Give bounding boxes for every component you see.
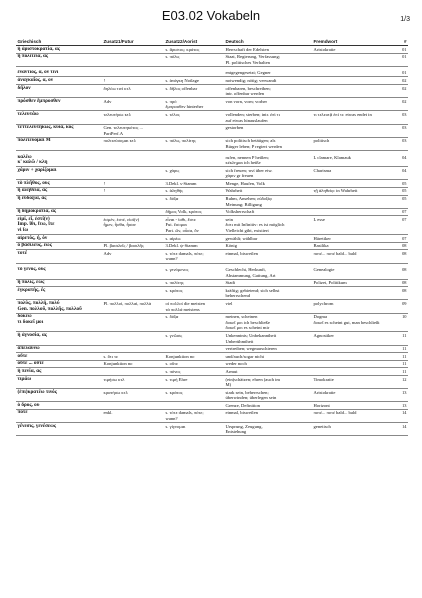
cell-number: 11 — [394, 360, 408, 368]
cell-fremdwort: politisch — [312, 137, 394, 150]
cell-greek: ἡ ἀγνοσία, ας — [16, 332, 102, 345]
cell-zusatz1 — [102, 53, 164, 66]
cell-greek: οὔτε ... οὔτε — [16, 360, 102, 368]
cell-fremdwort: Charisma — [312, 167, 394, 180]
table-row — [16, 313, 408, 332]
cell-zusatz2: 3.Dekl. ψ-Stamm — [164, 242, 224, 250]
column-header-zusatz2: Zusatz2/Aorist — [164, 38, 224, 46]
cell-greek: τιμάω — [16, 376, 102, 389]
cell-number: 08 — [394, 279, 408, 287]
cell-deutsch: Grenze, Definition — [224, 402, 312, 410]
cell-number: 09 — [394, 300, 408, 313]
cell-number: 01 — [394, 70, 408, 77]
cell-zusatz1 — [102, 423, 164, 436]
cell-fremdwort — [312, 85, 394, 98]
cell-fremdwort — [312, 208, 394, 216]
cell-zusatz1: δηλόω τινί κτλ — [102, 85, 164, 98]
cell-greek: πολιτεύομαι Μ — [16, 137, 102, 150]
cell-number: 08 — [394, 250, 408, 263]
cell-zusatz1 — [102, 167, 164, 180]
cell-zusatz2: s. γνῶσις — [164, 332, 224, 345]
cell-deutsch: König — [224, 242, 312, 250]
table-row — [16, 70, 408, 77]
table-row — [16, 124, 408, 137]
cell-fremdwort: Häretiker — [312, 235, 394, 243]
cell-fremdwort — [312, 77, 394, 85]
cell-fremdwort — [312, 345, 394, 353]
cell-zusatz2: s. πόλις, πολίτης — [164, 137, 224, 150]
table-row — [16, 111, 408, 124]
cell-zusatz2: s. τότε damals, πότε; wann? — [164, 250, 224, 263]
cell-greek: ὁ βασιλεύς, έως — [16, 242, 102, 250]
cell-deutsch: Unkenntnis; Unbekanntheit Unberühmtheit — [224, 332, 312, 345]
cell-zusatz1: ! — [102, 180, 164, 188]
cell-greek: ἡ πενία, ας — [16, 368, 102, 376]
cell-number: 01 — [394, 46, 408, 54]
cell-zusatz2 — [164, 345, 224, 353]
cell-zusatz2: εἶναι - ἰσθι, ἔστε Fut. ἔσομαι Part. ὤν, οὖσα, ὄν — [164, 216, 224, 235]
table-row — [16, 353, 408, 361]
cell-greek: ἡ ἀλήθεια, ας — [16, 187, 102, 195]
cell-zusatz2: s. τιμή Ehre — [164, 376, 224, 389]
cell-zusatz1: ! — [102, 187, 164, 195]
cell-zusatz1 — [102, 279, 164, 287]
cell-deutsch: Geschlecht, Herkunft, Abstammung, Gattung, Art — [224, 267, 312, 280]
cell-zusatz1: Pl. βασιλεῖς / βασιλῆς — [102, 242, 164, 250]
cell-greek: ἡ ἀριστοκρατία, ας — [16, 46, 102, 54]
cell-fremdwort: Horizont — [312, 402, 394, 410]
cell-number: 02 — [394, 85, 408, 98]
cell-zusatz1: τελευτήσω κτλ — [102, 111, 164, 124]
cell-greek: οὔτε — [16, 353, 102, 361]
cell-fremdwort — [312, 353, 394, 361]
cell-number: 11 — [394, 345, 408, 353]
cell-zusatz2: s. οὔτε — [164, 360, 224, 368]
cell-zusatz1 — [102, 195, 164, 208]
cell-greek: τὸ πλῆθος, ους — [16, 180, 102, 188]
cell-greek: ἡ πόλις, εως — [16, 279, 102, 287]
cell-deutsch: meinen, scheinen δοκεῖ μοι ich beschließe δοκεῖ μοι es scheint mir — [224, 313, 312, 332]
cell-greek: τεττελευτηκώς, κυῖα, κός — [16, 124, 102, 137]
cell-number: 12 — [394, 376, 408, 389]
cell-zusatz1 — [102, 267, 164, 280]
cell-zusatz1: Adv — [102, 250, 164, 263]
table-row — [16, 360, 408, 368]
cell-zusatz2: δῆμος Volk, κράτος — [164, 208, 224, 216]
cell-zusatz1 — [102, 402, 164, 410]
cell-fremdwort: Aristokratie — [312, 46, 394, 54]
cell-greek: ἐγκρατής, ές — [16, 287, 102, 300]
cell-zusatz1 — [102, 313, 164, 332]
table-body — [16, 46, 408, 436]
cell-deutsch: rufen, nennen P heißen; κέκλημαι ich heiße — [224, 154, 312, 167]
cell-deutsch: gestorben — [224, 124, 312, 137]
table-row — [16, 167, 408, 180]
cell-number: 01 — [394, 53, 408, 66]
cell-number: 08 — [394, 242, 408, 250]
cell-greek: ποτέ — [16, 409, 102, 422]
cell-fremdwort — [312, 98, 394, 111]
cell-number: 10 — [394, 313, 408, 332]
cell-zusatz2: s. πόλις — [164, 53, 224, 66]
cell-fremdwort: Timokratie — [312, 376, 394, 389]
cell-deutsch: kräftig; gebietend; sich selbst beherrschend — [224, 287, 312, 300]
cell-greek: τὸ γένος, ους — [16, 267, 102, 280]
cell-number: 07 — [394, 208, 408, 216]
cell-number: 13 — [394, 389, 408, 402]
cell-zusatz2: s. τέλος — [164, 111, 224, 124]
cell-greek: ἡ πολιτεία, ας — [16, 53, 102, 66]
cell-zusatz2: s. πόνος — [164, 368, 224, 376]
cell-fremdwort: Genealogie — [312, 267, 394, 280]
cell-deutsch: Wahrheit — [224, 187, 312, 195]
cell-fremdwort — [312, 287, 394, 300]
cell-number: 02 — [394, 98, 408, 111]
table-row — [16, 389, 408, 402]
cell-fremdwort: Dogma δοκεῖ es scheint gut, man beschließt — [312, 313, 394, 332]
cell-deutsch: sein ἔστι mit Infinitiv: es ist möglich Vielleicht gibt, existiert — [224, 216, 312, 235]
cell-greek: τελευτάω — [16, 111, 102, 124]
cell-fremdwort: Polizei, Politikum — [312, 279, 394, 287]
cell-zusatz2: s. ἄριστος; κράτος — [164, 46, 224, 54]
cell-zusatz1 — [102, 70, 164, 77]
cell-zusatz2 — [164, 124, 224, 137]
cell-zusatz1: Konjunktion no — [102, 360, 164, 368]
table-row — [16, 423, 408, 436]
table-row — [16, 287, 408, 300]
table-row — [16, 154, 408, 167]
cell-zusatz2: s. χάρις — [164, 167, 224, 180]
cell-number: 02 — [394, 77, 408, 85]
cell-deutsch: einmal, bisweilen — [224, 409, 312, 422]
table-row — [16, 267, 408, 280]
cell-greek: δῆλον — [16, 85, 102, 98]
cell-number: 03 — [394, 111, 408, 124]
cell-number: 14 — [394, 423, 408, 436]
cell-zusatz1 — [102, 46, 164, 54]
cell-number: 11 — [394, 332, 408, 345]
cell-fremdwort — [312, 368, 394, 376]
cell-zusatz2: s. ἀληθής — [164, 187, 224, 195]
cell-greek: ἡ δημοκρατία, ας — [16, 208, 102, 216]
cell-zusatz2: s. πολίτης — [164, 279, 224, 287]
table-row — [16, 53, 408, 66]
cell-greek: (ἐπι)κρατέω τινός — [16, 389, 102, 402]
cell-zusatz1: Gen. τελευτηκότος ... PartPerf.A — [102, 124, 164, 137]
table-row — [16, 235, 408, 243]
table-header-row — [16, 38, 408, 46]
cell-number: 11 — [394, 353, 408, 361]
table-row — [16, 195, 408, 208]
cell-deutsch: notwendig; nötig; verwandt — [224, 77, 312, 85]
table-row — [16, 137, 408, 150]
cell-deutsch: entgegengesetzt; Gegner — [224, 70, 312, 77]
cell-zusatz2: s. τότε damals, πότε; wann? — [164, 409, 224, 422]
cell-greek: ἀναγκαῖος, α, ον — [16, 77, 102, 85]
cell-number: 03 — [394, 124, 408, 137]
cell-deutsch: weder noch — [224, 360, 312, 368]
cell-deutsch: offenbaren, beschreiben; intr. offenbar werden — [224, 85, 312, 98]
cell-deutsch: und/auch/sogar nicht — [224, 353, 312, 361]
cell-fremdwort: L esse — [312, 216, 394, 235]
table-row — [16, 208, 408, 216]
cell-greek: ἐναντίος, α, ον τινί — [16, 70, 102, 77]
cell-number: 11 — [394, 368, 408, 376]
table-row — [16, 180, 408, 188]
cell-number: 07 — [394, 235, 408, 243]
cell-greek: ὁ ὅρος, ου — [16, 402, 102, 410]
cell-number: 07 — [394, 216, 408, 235]
cell-deutsch: vertreiben; wegmarschieren — [224, 345, 312, 353]
table-row — [16, 376, 408, 389]
column-header-fremdwort: Fremdwort — [312, 38, 394, 46]
cell-deutsch: sich freuen; τινί über etw. χάριν gr freuen — [224, 167, 312, 180]
cell-zusatz1 — [102, 345, 164, 353]
cell-deutsch: Menge, Haufen, Volk — [224, 180, 312, 188]
column-header-number: # — [394, 38, 408, 46]
page-number: 1/3 — [400, 16, 410, 23]
cell-zusatz1 — [102, 235, 164, 243]
cell-fremdwort: ποτέ... ποτέ bald... bald — [312, 250, 394, 263]
cell-deutsch: sich politisch betätigen; als Bürger leben; P regiert werden — [224, 137, 312, 150]
cell-number: 08 — [394, 287, 408, 300]
cell-number: 05 — [394, 180, 408, 188]
cell-zusatz2: s. πρό ἔμπροσθεν hinterher — [164, 98, 224, 111]
table-row — [16, 409, 408, 422]
table-row — [16, 279, 408, 287]
cell-greek: δοκέω τι δοκεῖ μοι — [16, 313, 102, 332]
table-row — [16, 46, 408, 54]
table-row — [16, 368, 408, 376]
cell-deutsch: gewählt; wählbar — [224, 235, 312, 243]
cell-fremdwort — [312, 124, 394, 137]
cell-fremdwort: Aristokratie — [312, 389, 394, 402]
cell-deutsch: Volksherrschaft — [224, 208, 312, 216]
table-row — [16, 300, 408, 313]
cell-zusatz2 — [164, 154, 224, 167]
table-row — [16, 98, 408, 111]
cell-deutsch: (ein)schätzen; ehren (auch im M) — [224, 376, 312, 389]
table-row — [16, 242, 408, 250]
cell-zusatz2: s. δόξα — [164, 313, 224, 332]
page-title: E03.02 Vokabeln — [161, 8, 261, 23]
cell-greek: πρόσθεν ἔμπροσθεν — [16, 98, 102, 111]
column-header-deutsch: Deutsch — [224, 38, 312, 46]
vocabulary-table — [16, 38, 408, 436]
cell-fremdwort — [312, 360, 394, 368]
cell-deutsch: von vorn, vorn; vorher — [224, 98, 312, 111]
cell-deutsch: Armut — [224, 368, 312, 376]
cell-fremdwort: τι τελευτᾷ ἐπί τι: etwas endet in — [312, 111, 394, 124]
cell-fremdwort — [312, 53, 394, 66]
cell-greek: τοτέ — [16, 250, 102, 263]
cell-number: 05 — [394, 187, 408, 195]
cell-greek: πολύς, πολλή, πολύ Gen. πολλοῦ, πολλῆς, πολλοῦ — [16, 300, 102, 313]
cell-fremdwort — [312, 195, 394, 208]
cell-zusatz2: s. δόξα — [164, 195, 224, 208]
cell-deutsch: vollenden; sterben; intr. ἐπὶ τι auf etwas hinauslaufen — [224, 111, 312, 124]
cell-fremdwort: L clamare, Klamauk — [312, 154, 394, 167]
cell-number: 13 — [394, 402, 408, 410]
cell-fremdwort: τῇ ἀληθείᾳ: in Wahrheit — [312, 187, 394, 195]
table-row — [16, 77, 408, 85]
cell-greek: χάριν + χαρίζομαι — [16, 167, 102, 180]
column-header-zusatz1: Zusatz1/Futur — [102, 38, 164, 46]
cell-zusatz1: τιμήσω κτλ — [102, 376, 164, 389]
cell-fremdwort: Agnostiker — [312, 332, 394, 345]
cell-zusatz1: ! — [102, 77, 164, 85]
table-row — [16, 85, 408, 98]
table-row — [16, 250, 408, 263]
cell-zusatz1 — [102, 287, 164, 300]
cell-number: 08 — [394, 267, 408, 280]
cell-deutsch: viel — [224, 300, 312, 313]
cell-zusatz2: 3.Dekl. s-Stamm — [164, 180, 224, 188]
cell-zusatz2 — [164, 402, 224, 410]
cell-number: 04 — [394, 167, 408, 180]
table-row — [16, 402, 408, 410]
cell-deutsch: einmal, bisweilen — [224, 250, 312, 263]
cell-greek: γένεσις, γενέσεως — [16, 423, 102, 436]
cell-zusatz1: κρατήσω κτλ — [102, 389, 164, 402]
cell-zusatz2: s. γενόμενος — [164, 267, 224, 280]
table-row — [16, 345, 408, 353]
cell-zusatz1: Adv — [102, 98, 164, 111]
cell-greek: εἰμί, εἶ, ἐστί(ν) Imp. ἴθι, ἴτω, ἴτε νὶ ἴω — [16, 216, 102, 235]
cell-number: 03 — [394, 137, 408, 150]
cell-zusatz2: s. γίγνομαι — [164, 423, 224, 436]
cell-zusatz1 — [102, 208, 164, 216]
cell-zusatz1 — [102, 154, 164, 167]
cell-zusatz1 — [102, 368, 164, 376]
table-row — [16, 187, 408, 195]
cell-deutsch: Ursprung, Zeugung, Entstehung — [224, 423, 312, 436]
cell-zusatz2 — [164, 70, 224, 77]
column-header-greek: Griechisch — [16, 38, 102, 46]
cell-greek: ἀπελαύνω — [16, 345, 102, 353]
cell-zusatz2: s. δῆλος offenbar — [164, 85, 224, 98]
cell-zusatz1: ἐσμέν, ἐστέ, εἰσί(ν) ἦμεν, ἦσθα, ἦσαν — [102, 216, 164, 235]
cell-zusatz1: s. ὅτι τε — [102, 353, 164, 361]
cell-greek: αἱρετός, ή, όν — [16, 235, 102, 243]
cell-deutsch: Ruhm, Ansehen; εὐδοξίᾳ Meinung; Billigung — [224, 195, 312, 208]
cell-zusatz2: s. ἀνάγκη Notlage — [164, 77, 224, 85]
cell-zusatz2: s. αἱρέω — [164, 235, 224, 243]
cell-deutsch: stark sein, beherrschen; überwinden; überlegen sein — [224, 389, 312, 402]
cell-fremdwort: Basilika — [312, 242, 394, 250]
table-row — [16, 216, 408, 235]
cell-deutsch: Stadt — [224, 279, 312, 287]
cell-number: 05 — [394, 195, 408, 208]
cell-number: 04 — [394, 154, 408, 167]
cell-fremdwort: genetisch — [312, 423, 394, 436]
cell-zusatz1: enkl. — [102, 409, 164, 422]
cell-deutsch: Herrschaft der Edelsten — [224, 46, 312, 54]
cell-zusatz1: Pl. πολλοί, πολλαί, πολλά — [102, 300, 164, 313]
cell-deutsch: Staat, Regierung, Verfassung; Pl. politisches Verhalten — [224, 53, 312, 66]
cell-fremdwort: ποτέ... ποτέ bald... bald — [312, 409, 394, 422]
cell-fremdwort — [312, 180, 394, 188]
table-row — [16, 332, 408, 345]
cell-zusatz2: Konjunktion no — [164, 353, 224, 361]
cell-fremdwort: polychrom — [312, 300, 394, 313]
cell-greek: καλέω κ' καλῶ / κλη — [16, 154, 102, 167]
cell-fremdwort — [312, 70, 394, 77]
cell-zusatz2: οἱ πολλοί die meisten τὰ πολλά meistens — [164, 300, 224, 313]
cell-greek: ἡ εὐδοξία, ας — [16, 195, 102, 208]
cell-zusatz1: πολιτεύσομαι κτλ — [102, 137, 164, 150]
cell-zusatz2: s. κράτος — [164, 287, 224, 300]
cell-zusatz1 — [102, 332, 164, 345]
cell-number: 14 — [394, 409, 408, 422]
cell-zusatz2: s. κράτος — [164, 389, 224, 402]
